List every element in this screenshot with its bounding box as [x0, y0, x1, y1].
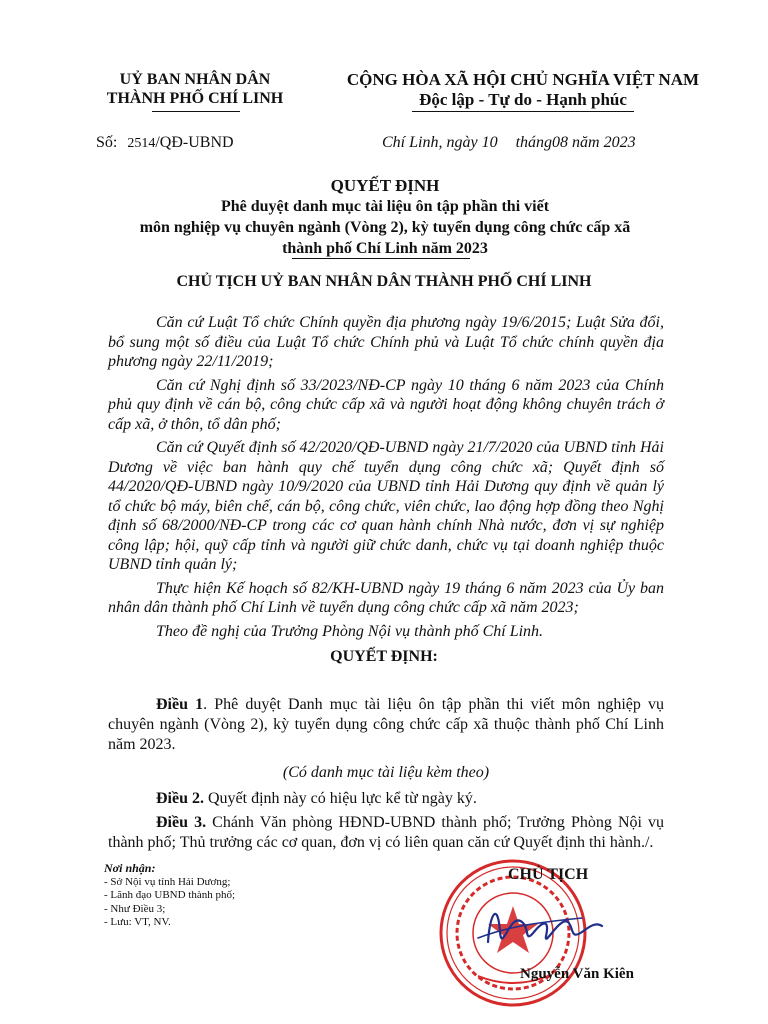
article-2-label: Điều 2.	[156, 790, 204, 807]
preamble-paragraph: Thực hiện Kế hoạch số 82/KH-UBND ngày 19 tháng 6 năm 2023 của Ủy ban nhân dân thành phố Chí Linh về tuyển dụng công chức cấp xã năm 2023;	[108, 579, 664, 616]
date-month: 08	[552, 134, 569, 151]
document-heading: QUYẾT ĐỊNH	[330, 176, 440, 195]
date-day: 10	[481, 134, 498, 151]
title-line-3: thành phố Chí Linh năm 2023	[282, 240, 488, 257]
preamble-paragraph: Căn cứ Luật Tổ chức Chính quyền địa phương ngày 19/6/2015; Luật Sửa đổi, bổ sung một số điều của Luật Tổ chức Chính phủ và Luật Tổ chức chính quyền địa phương ngày 22/11/2019;	[108, 314, 664, 370]
month-label: tháng	[515, 134, 553, 151]
place-date	[382, 134, 636, 152]
article-1-label: Điều 1	[156, 696, 204, 713]
recipient-item: - Sở Nội vụ tỉnh Hải Dương;	[104, 875, 231, 888]
handwritten-signature	[470, 892, 610, 962]
article-1-sep: .	[203, 696, 208, 713]
document-title-block	[100, 175, 670, 259]
attachment-note: (Có danh mục tài liệu kèm theo)	[282, 764, 490, 781]
number-label: Số:	[96, 134, 118, 151]
nation-line-2: Độc lập - Tự do - Hạnh phúc	[419, 90, 627, 109]
signer-title: CHỦ TỊCH	[508, 866, 589, 883]
place-date-prefix: Chí Linh, ngày	[382, 134, 478, 151]
national-header	[318, 70, 728, 110]
signer-name: Nguyễn Văn Kiên	[520, 966, 634, 982]
agency-underline	[152, 111, 240, 112]
title-underline	[292, 258, 470, 259]
agency-line-2: THÀNH PHỐ CHÍ LINH	[106, 90, 284, 107]
article-3	[108, 813, 664, 853]
number-suffix: /QĐ-UBND	[155, 134, 234, 151]
issuing-agency	[70, 70, 320, 108]
recipient-item: - Lãnh đạo UBND thành phố;	[104, 889, 236, 901]
preamble	[108, 313, 664, 645]
document-number	[96, 134, 234, 152]
article-1	[108, 695, 664, 755]
motto-underline	[412, 111, 634, 112]
preamble-paragraph: Theo đề nghị của Trưởng Phòng Nội vụ thành phố Chí Linh.	[156, 622, 544, 640]
article-2	[108, 789, 664, 809]
preamble-paragraph: Căn cứ Nghị định số 33/2023/NĐ-CP ngày 10 tháng 6 năm 2023 của Chính phủ quy định về cán bộ, công chức cấp xã và người hoạt động không chuyên trách ở cấp xã, ở thôn, tổ dân phố;	[108, 376, 664, 433]
article-1-text: Phê duyệt Danh mục tài liệu ôn tập phần thi viết môn nghiệp vụ chuyên ngành (Vòng 2), kỳ tuyển dụng công chức cấp xã thuộc thành phố Chí Linh năm 2023.	[108, 696, 665, 753]
preamble-paragraph: Căn cứ Quyết định số 42/2020/QĐ-UBND ngày 21/7/2020 của UBND tỉnh Hải Dương về việc ban hành quy chế tuyển dụng công chức xã; Quyết định số 44/2020/QĐ-UBND ngày 10/9/2020 của UBND tỉnh Hải Dương quy định về quản lý tổ chức bộ máy, biên chế, cán bộ, công chức, viên chức, lao động hợp đồng theo Nghị định số 68/2000/NĐ-CP trong các cơ quan hành chính Nhà nước, đơn vị sự nghiệp công lập; hội, quỹ cấp tỉnh và người giữ chức danh, chức vụ tại doanh nghiệp thuộc UBND tỉnh quản lý;	[108, 439, 664, 573]
articles	[108, 695, 664, 857]
issuing-authority: CHỦ TỊCH UỶ BAN NHÂN DÂN THÀNH PHỐ CHÍ LINH	[176, 273, 592, 290]
article-2-text: Quyết định này có hiệu lực kể từ ngày ký.	[204, 790, 477, 807]
nation-line-1: CỘNG HÒA XÃ HỘI CHỦ NGHĨA VIỆT NAM	[346, 70, 700, 89]
title-line-2: môn nghiệp vụ chuyên ngành (Vòng 2), kỳ tuyển dụng công chức cấp xã	[139, 219, 631, 236]
recipient-item: - Như Điều 3;	[104, 902, 166, 915]
date-year: năm 2023	[572, 134, 636, 151]
title-line-1: Phê duyệt danh mục tài liệu ôn tập phần thi viết	[220, 198, 550, 215]
article-3-text: Chánh Văn phòng HĐND-UBND thành phố; Trưởng Phòng Nội vụ thành phố; Thủ trưởng các cơ quan, đơn vị có liên quan căn cứ Quyết định thi hành./.	[108, 814, 665, 851]
agency-line-1: UỶ BAN NHÂN DÂN	[119, 71, 271, 88]
recipient-item: - Lưu: VT, NV.	[104, 916, 171, 928]
article-3-label: Điều 3.	[156, 814, 207, 831]
number-value: 2514	[127, 136, 156, 151]
recipients-list	[104, 862, 344, 930]
recipients-title: Nơi nhận:	[104, 861, 156, 875]
decision-heading: QUYẾT ĐỊNH:	[330, 648, 438, 665]
